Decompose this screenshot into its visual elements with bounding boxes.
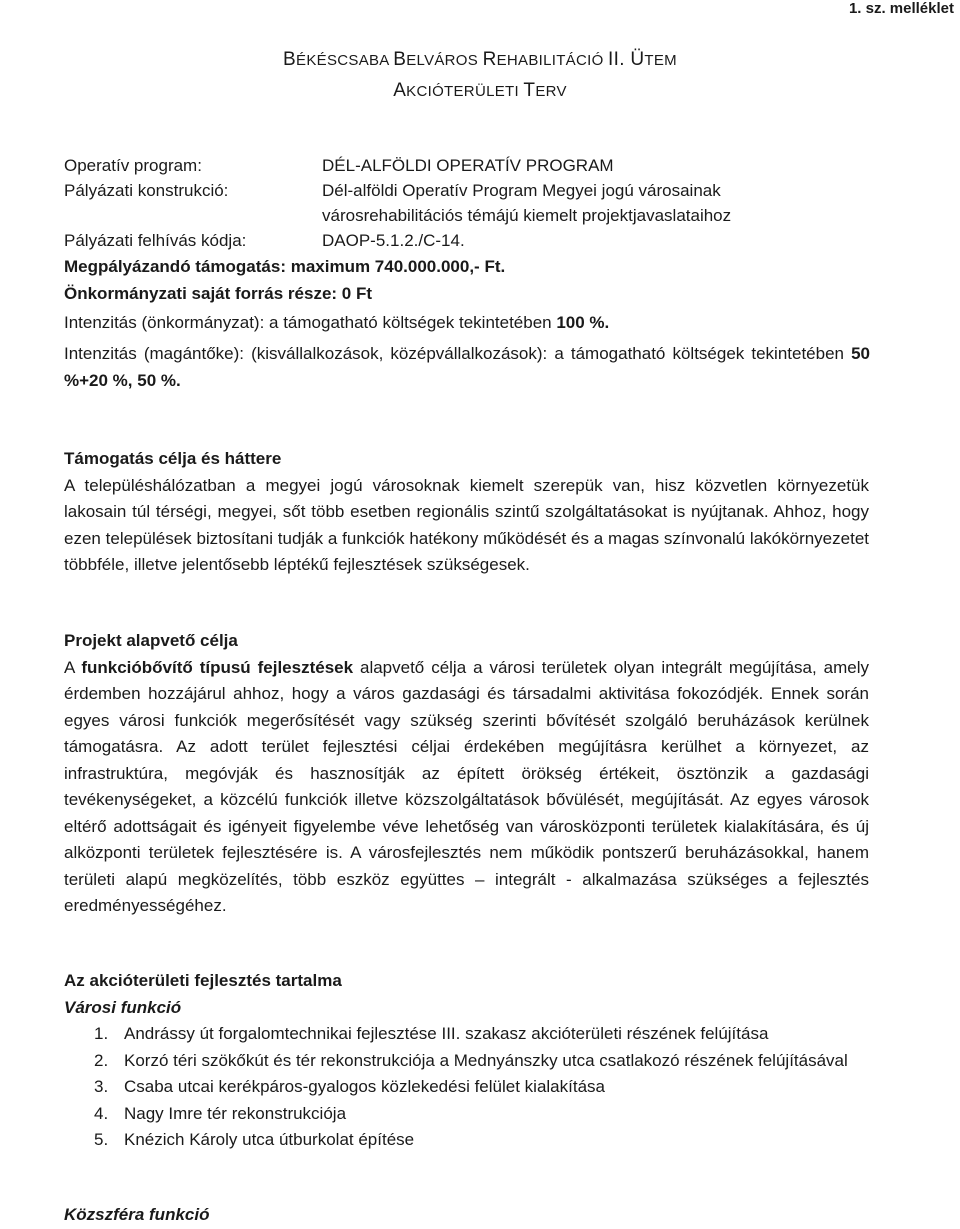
section-body: A funkcióbővítő típusú fejlesztések alapvető célja a városi területek olyan integrált megújítása, amely érdemben hozzájárul ahhoz, hogy a város gazdasági és társadalmi aktivitása fokozódjék. Ennek során egyes városi funkciók megerősítését vagy szükség szerinti bővítését szolgáló beruházások kerülnek támogatásra. Az adott terület fejlesztési céljai érdekében megújításra kerülhet a környezet, az infrastruktúra, megóvják és hasznosítják az épített örökség értékeit, ösztönzik a gazdasági tevékenységeket, a közcélú funkciók illetve közszolgáltatások bővülését, megújítását. Az egyes városok eltérő adottságait és igényeit figyelembe véve lehetőség van városközponti területek kialakítására, és új alközponti területek fejlesztésére is. A városfejlesztés nem működik pontszerű beruházásokkal, hanem területi alapú megközelítés, több eszköz együttes – integrált - alkalmazása szükséges a fejlesztés eredményességéhez. — [64, 657, 869, 915]
operativ-value: DÉL-ALFÖLDI OPERATÍV PROGRAM — [322, 156, 614, 175]
operativ-label: Operatív program: — [64, 156, 202, 175]
section-body: A településhálózatban a megyei jogú városoknak kiemelt szerepük van, hisz közvetlen környezetük lakosain túl térségi, megyei, sőt több esetben regionális szintű szolgáltatásokat is nyújtanak. Ahhoz, hogy ezen települések biztosítani tudják a funkciók hatékony működését és a magas színvonalú lakókörnyezetet többféle, illetve jelentősebb léptékű fejlesztések szükségesek. — [64, 475, 869, 574]
kod-value: DAOP-5.1.2./C-14. — [322, 231, 465, 250]
sajat-forras-line: Önkormányzati saját forrás része: 0 Ft — [64, 284, 373, 303]
annex-label: 1. sz. melléklet — [848, 0, 954, 17]
list-item: 2. Korzó téri szökőkút és tér rekonstrukciója a Mednyánszky utca csatlakozó részének felújításával — [94, 1050, 848, 1070]
section-heading: Támogatás célja és háttere — [64, 449, 282, 468]
section-tamogatas-celja — [64, 446, 869, 579]
section-fejlesztes-tartalma — [64, 968, 869, 1154]
intenzitas2-line: Intenzitás (magántőke): (kisvállalkozások, középvállalkozások): a támogatható költségek tekintetében 50 %+20 %, 50 %. — [64, 344, 870, 390]
project-list — [64, 1021, 869, 1154]
list-item: 5. Knézich Károly utca útburkolat építése — [94, 1130, 415, 1149]
list-item: 4. Nagy Imre tér rekonstrukciója — [94, 1103, 347, 1123]
konstrukcio-value-line2: városrehabilitációs témájú kiemelt projektjavaslataihoz — [322, 206, 732, 225]
tamogatas-line: Megpályázandó támogatás: maximum 740.000.000,- Ft. — [64, 257, 506, 276]
section-heading: Az akcióterületi fejlesztés tartalma — [64, 971, 342, 990]
section-heading: Projekt alapvető célja — [64, 631, 238, 650]
subheading-varosi-funkcio: Városi funkció — [64, 997, 182, 1017]
intenzitas1-line: Intenzitás (önkormányzat): a támogatható költségek tekintetében 100 %. — [64, 313, 610, 332]
list-item: 3. Csaba utcai kerékpáros-gyalogos közlekedési felület kialakítása — [94, 1077, 605, 1096]
document-title-line1: BÉKÉSCSABA BELVÁROS REHABILITÁCIÓ II. ÜTEM — [283, 49, 677, 70]
document-title-line2: AKCIÓTERÜLETI TERV — [393, 80, 567, 101]
subheading-kozszfera-funkcio: Közszféra funkció — [64, 1205, 210, 1224]
section-projekt-celja — [64, 628, 869, 920]
list-item: 1. Andrássy út forgalomtechnikai fejlesztése III. szakasz akcióterületi részének felújítása — [94, 1024, 769, 1043]
kod-label: Pályázati felhívás kódja: — [64, 231, 247, 250]
konstrukcio-label: Pályázati konstrukció: — [64, 181, 229, 200]
konstrukcio-value-line1: Dél-alföldi Operatív Program Megyei jogú városainak — [322, 181, 721, 200]
